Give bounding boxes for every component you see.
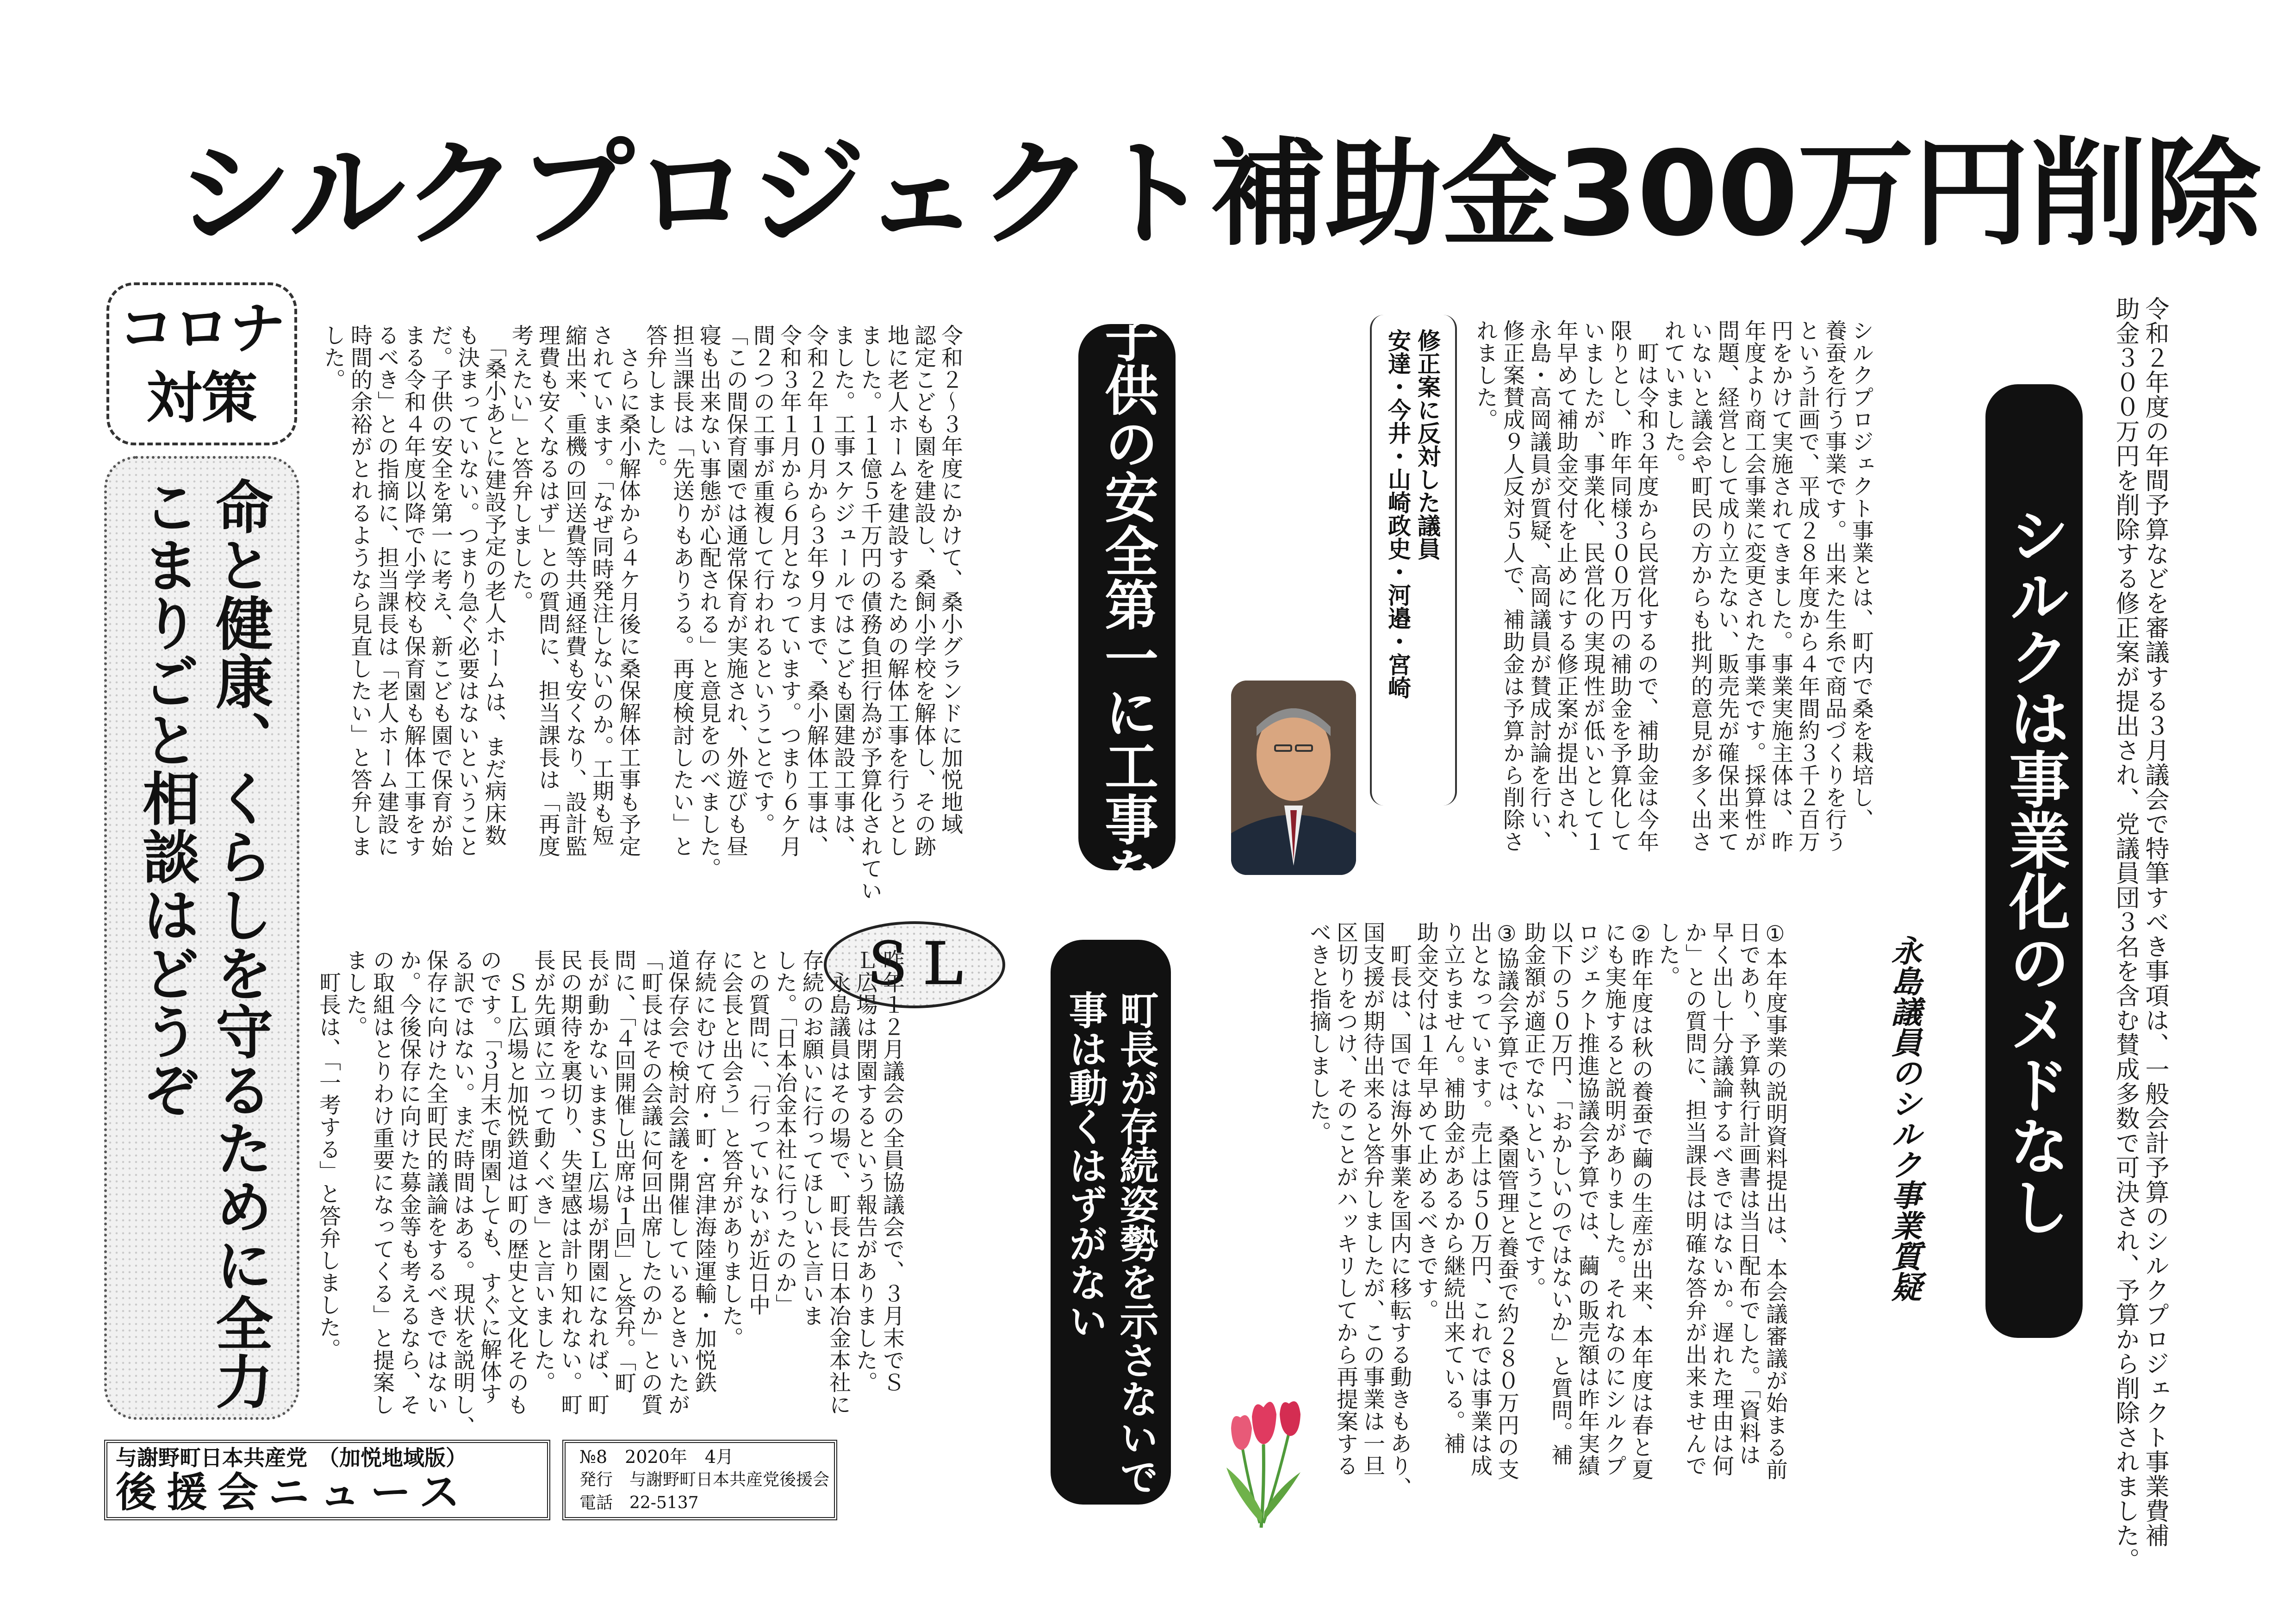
- kodomo-article-body: 令和２～３年度にかけて、桑小グランドに加悦地域 認定こども園を建設し、桑飼小学校を解体し、その跡 地に老人ホームを建設するための解体工事を行うとし ました。１１億５千万円の債務負担行為が予算化されてい ました。工事スケジュールではこども園建設工事は、 令和２年１０月から３年９月まで、桑小解体工事は、 令和３年１月から６月となっています。つまり６ケ月 間２つの工事が重複して行われるということです。 「この間保育園では通常保育が実施され、外遊びも昼 寝も出来ない事態が心配される」と意見をのべました。 担当課長は「先送りもありうる。再度検討したい」と 答弁しました。 さらに桑小解体から４ケ月後に桑保解体工事も予定 されています。「なぜ同時発注しないのか。工期も短 縮出来、重機の回送費等共通経費も安くなり、設計監 理費も安くなるはず」との質問に、担当課長は「再度 考えたい」と答弁しました。 「桑小あとに建設予定の老人ホームは、まだ病床数 も決まっていない。つまり急ぐ必要はないということ だ。子供の安全を第一に考え、新こども園で保育が始 まる令和４年度以降で小学校も保育園も解体工事をす るべき」との指摘に、担当課長は「老人ホーム建設に 時間的余裕がとれるようなら見直したい」と答弁しま した。: [320, 324, 963, 902]
- publisher: 発行 与謝野町日本共産党後援会: [579, 1470, 830, 1489]
- corona-panel: [104, 456, 299, 1420]
- corona-badge: [106, 282, 297, 445]
- person-photo-icon: [1231, 681, 1356, 875]
- masthead-org: 与謝野町日本共産党 （加悦地域版）: [116, 1445, 467, 1470]
- portrait-photo: [1231, 681, 1356, 875]
- silk-heading-box: [1985, 384, 2083, 1338]
- kodomo-heading-box: [1078, 309, 1176, 899]
- opposed-members-text: 修正案に反対した議員 安達・今井・山崎政史・河邉・宮崎: [1384, 329, 1441, 699]
- opposed-members-box: [1370, 315, 1457, 806]
- masthead-title: 後援会ニュース: [116, 1468, 470, 1516]
- kodomo-heading: 子供の安全第一に工事を: [1095, 309, 1158, 899]
- masthead: [104, 1440, 550, 1520]
- issue-info: [562, 1440, 837, 1520]
- sl-heading: 町長が存続姿勢を示さないで 事は動くはずがない: [1063, 990, 1159, 1496]
- sl-badge-text: ＳＬ: [859, 932, 970, 997]
- lead-paragraph: 令和２年度の年間予算などを審議する３月議会で特筆すべき事項は、一般会計予算のシルクプロジェクト事業費補 助金３００万円を削除する修正案が提出され、党議員団３名を含む賛成多数で可決され、予算から削除されました。: [2111, 296, 2169, 1572]
- silk-article-body: シルクプロジェクト事業とは、町内で桑を栽培し、 養蚕を行う事業です。出来た生糸で商品づくりを行う という計画で、平成２８年度から４年間約３千２百万 円をかけて実施されてきました。事業実施主体は、昨 年度より商工会事業に変更された事業です。採算性が 問題、経営として成り立たない、販売先が確保出来て いないと議会や町民の方からも批判的意見が多く出さ れていました。 町は令和３年度から民営化するので、補助金は今年 限りとし、昨年同様３００万円の補助金を予算化して いましたが、事業化、民営化の実現性が低いとして１ 年早めて補助金交付を止めにする修正案が提出され、 永島・高岡議員が質疑、高岡議員が賛成討論を行い、 修正案賛成９人反対５人で、補助金は予算から削除さ れました。: [1473, 319, 1874, 853]
- tulip-icon: [1208, 1389, 1319, 1528]
- sl-heading-box: [1051, 940, 1171, 1505]
- phone: 電話 22-5137: [579, 1493, 699, 1512]
- corona-panel-text: 命と健康、くらしを守るために全力 こまりごと相談はどうぞ: [133, 477, 273, 1411]
- tulip-illustration: [1208, 1389, 1319, 1528]
- sl-article-body: 昨年１２月議会の全員協議会で、３月末でＳ Ｌ広場は閉園するという報告がありました。 永島議員はその場で、町長に日本冶金本社に 存続のお願いに行ってほしいと言いま した。「日本冶金本社に行ったのか」 との質問に、「行っていないが近日中 に会長と出会う」と答弁がありました。 存続にむけて府・町・宮津海陸運輸・加悦鉄 道保存会で検討会議を開催しているときいたが 「町長はその会議に何回出席したのか」との質 問に、「４回開催し出席は１回」と答弁。「町 長が動かないままＳＬ広場が閉園になれば、町 民の期待を裏切り、失望感は計り知れない。町 長が先頭に立って動くべき」と言いました。 ＳＬ広場と加悦鉄道は町の歴史と文化そのも のです。「３月末で閉園しても、すぐに解体す る訳ではない。まだ時間はある。現状を説明し、 保存に向けた全町民的議論をするべきではない か。今後保存に向けた募金等も考えるなら、そ の取組はとりわけ重要になってくる」と提案し ました。 町長は、「一考する」と答弁しました。: [316, 949, 905, 1438]
- headline: シルクプロジェクト補助金300万円削除: [176, 126, 2260, 262]
- silk-heading: シルクは事業化のメドなし: [1998, 504, 2070, 1237]
- nagashima-body: ①本年度事業の説明資料提出は、本会議審議が始まる前 日であり、予算執行計画書は当日配布でした。「資料は 早く出し十分議論するべきではないか。遅れた理由は何 か」との質問に、担当課長は明確な答弁が出来ませんで した。 ②昨年度は秋の養蚕で繭の生産が出来、本年度は春と夏 にも実施すると説明がありました。それなのにシルクプ ロジェクト推進協議会予算では、繭の販売額は昨年実績 以下の５０万円、「おかしいのではないか」と質問。補 助金額が適正でないということです。 ③協議会予算では、桑園管理と養蚕で約２８０万円の支 出となっています。売上は５０万円、これでは事業は成 り立ちません。補助金があるから継続出来ている。補 助金交付は１年早めて止めるべきです。 町長は、国では海外事業を国内に移転する動きもあり、 国支援が期待出来ると答弁しましたが、この事業は一旦 区切りをつけ、そのことがハッキリしてから再提案する べきと指摘しました。: [1306, 921, 1788, 1499]
- corona-badge-text: コロナ 対策: [118, 297, 285, 431]
- issue-number: №8 2020年 4月: [579, 1447, 734, 1467]
- nagashima-subheading: 永島議員のシルク事業質疑: [1886, 935, 1922, 1302]
